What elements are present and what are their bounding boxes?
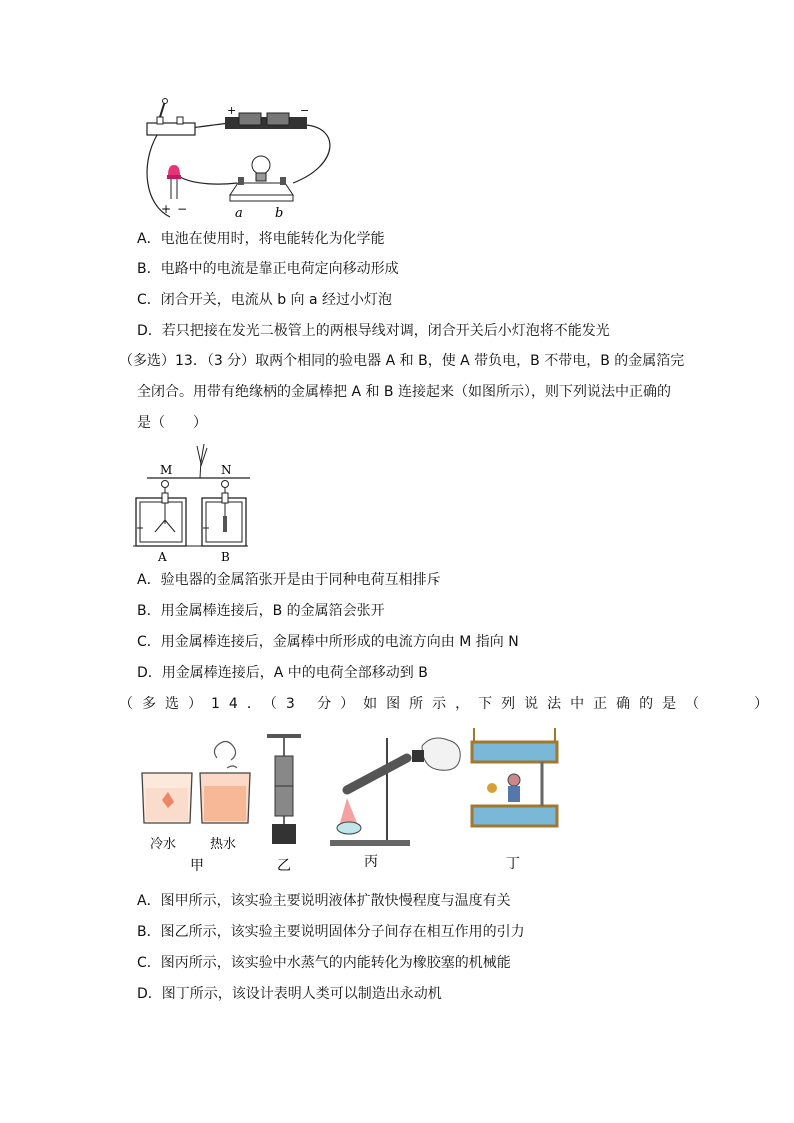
electroscope-b-icon: [202, 481, 246, 547]
battery-icon: [225, 104, 309, 129]
beaker-cold-icon: [142, 773, 192, 823]
label-cold-water: 冷水: [150, 837, 177, 852]
q13-option-d: D．用金属棒连接后，A 中的电荷全部移动到 B: [137, 665, 428, 681]
led-minus-label: −: [177, 202, 188, 216]
q14-option-d: D．图丁所示，该设计表明人类可以制造出永动机: [137, 986, 442, 1002]
q13-stem-line1: （多选）13．（3 分）取两个相同的验电器 A 和 B，使 A 带负电，B 不带电，B 的金属箔完: [119, 353, 685, 369]
label-M: M: [160, 463, 173, 477]
battery-plus-label: +: [227, 104, 237, 117]
label-N: N: [221, 463, 232, 477]
led-icon: [161, 165, 187, 216]
label-A: A: [158, 550, 167, 564]
q12-option-d: D．若只把接在发光二极管上的两根导线对调，闭合开关后小灯泡将不能发光: [137, 323, 610, 339]
q13-stem-line3: 是（ ）: [137, 415, 207, 431]
perpetual-motion-icon: [472, 728, 557, 826]
battery-minus-label: −: [300, 104, 310, 117]
beaker-hot-icon: [200, 741, 250, 823]
q12-option-a: A．电池在使用时，将电能转化为化学能: [137, 231, 385, 247]
circuit-figure: [135, 95, 335, 225]
electroscope-figure: [125, 440, 255, 565]
q14-stem: （多选）14．（3 分）如图所示，下列说法中正确的是（ ）: [119, 696, 778, 712]
q13-option-a: A．验电器的金属箔张开是由于同种电荷互相排斥: [137, 572, 441, 588]
q14-option-a: A．图甲所示，该实验主要说明液体扩散快慢程度与温度有关: [137, 893, 511, 909]
label-yi: 乙: [277, 858, 291, 874]
q14-option-c: C．图丙所示，该实验中水蒸气的内能转化为橡胶塞的机械能: [137, 955, 511, 971]
q12-option-c: C．闭合开关，电流从 b 向 a 经过小灯泡: [137, 292, 393, 308]
label-bing: 丙: [364, 854, 378, 870]
terminal-a-label: a: [235, 206, 243, 221]
label-B: B: [221, 550, 230, 564]
terminal-b-label: b: [275, 206, 284, 221]
q14-figures: [132, 728, 587, 878]
test-tube-apparatus-icon: [330, 738, 460, 846]
led-plus-label: +: [161, 202, 172, 216]
q14-option-b: B．图乙所示，该实验主要说明固体分子间存在相互作用的引力: [137, 924, 525, 940]
label-jia: 甲: [190, 858, 204, 874]
q12-option-b: B．电路中的电流是靠正电荷定向移动形成: [137, 261, 399, 277]
lead-cylinders-icon: [267, 734, 301, 844]
label-hot-water: 热水: [210, 837, 237, 852]
switch-icon: [147, 99, 195, 136]
bulb-icon: [230, 156, 293, 201]
label-ding: 丁: [506, 856, 520, 872]
electroscope-a-icon: [136, 481, 186, 547]
q13-stem-line2: 全闭合。用带有绝缘柄的金属棒把 A 和 B 连接起来（如图所示），则下列说法中正确的: [137, 384, 671, 400]
q13-option-c: C．用金属棒连接后，金属棒中所形成的电流方向由 M 指向 N: [137, 634, 519, 650]
q13-option-b: B．用金属棒连接后，B 的金属箔会张开: [137, 603, 385, 619]
